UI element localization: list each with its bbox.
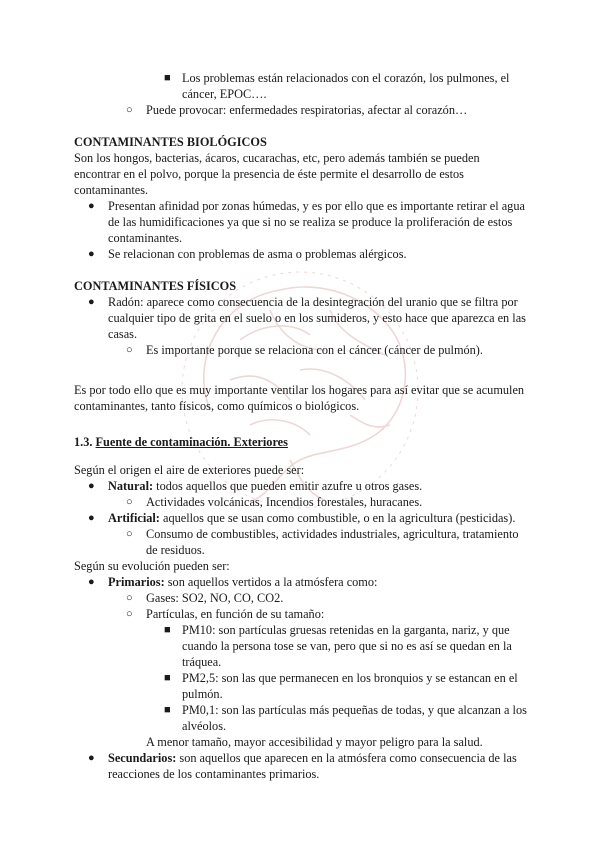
circle-bullet-icon: ○ — [126, 344, 133, 356]
section-title: Fuente de contaminación. Exteriores — [95, 435, 288, 449]
circle-bullet-icon: ○ — [126, 528, 133, 540]
list-item — [74, 294, 529, 342]
term-artificial-desc: aquellos que se usan como combustible, o en la agricultura (pesticidas). — [159, 511, 516, 525]
list-item-text: Radón: aparece como consecuencia de la desintegración del uranio que se filtra por cualquier tipo de grita en el suelo o en los sumideros, y esto hace que aparezca en las casas. — [108, 295, 526, 341]
square-bullet-icon: ■ — [164, 704, 171, 716]
term-artificial: Artificial: — [108, 511, 160, 525]
square-bullet-icon: ■ — [164, 672, 171, 684]
square-bullet-icon: ■ — [164, 72, 171, 84]
circle-bullet-icon: ○ — [126, 104, 133, 116]
paragraph-menor-tamano: A menor tamaño, mayor accesibilidad y mayor peligro para la salud. — [146, 735, 483, 749]
term-secundarios: Secundarios: — [108, 751, 177, 765]
disc-bullet-icon: ● — [88, 576, 95, 588]
section-heading-fuente-contaminacion — [74, 434, 529, 450]
list-item-text: Se relacionan con problemas de asma o problemas alérgicos. — [108, 247, 407, 261]
term-primarios-desc: son aquellos vertidos a la atmósfera como: — [164, 575, 378, 589]
paragraph-evolucion-intro: Según su evolución pueden ser: — [74, 559, 230, 573]
disc-bullet-icon: ● — [88, 248, 95, 260]
square-bullet-icon: ■ — [164, 624, 171, 636]
document-page — [74, 70, 529, 782]
paragraph-biologicos-intro: Son los hongos, bacterias, ácaros, cucarachas, etc, pero además también se pueden encontrar en el polvo, porque la presencia de éste permite el desarrollo de estos contaminantes. — [74, 151, 480, 197]
list-item — [74, 622, 529, 670]
list-item-text: Los problemas están relacionados con el corazón, los pulmones, el cáncer, EPOC…. — [182, 71, 510, 101]
disc-bullet-icon: ● — [88, 480, 95, 492]
list-item — [74, 574, 529, 590]
list-item — [74, 494, 529, 510]
list-item — [74, 606, 529, 622]
list-item-text: PM10: son partículas gruesas retenidas en la garganta, nariz, y que cuando la persona tose se van, pero que si no es así se quedan en la tráquea. — [182, 623, 512, 669]
circle-bullet-icon: ○ — [126, 496, 133, 508]
list-item-text: Consumo de combustibles, actividades industriales, agricultura, tratamiento de residuos. — [146, 527, 519, 557]
section-number: 1.3. — [74, 435, 93, 449]
list-item-text: Presentan afinidad por zonas húmedas, y es por ello que es importante retirar el agua de las humidificaciones ya que si no se realiza se produce la proliferación de estos contaminantes. — [108, 199, 525, 245]
list-item — [74, 478, 529, 494]
list-item — [74, 590, 529, 606]
list-item-text — [108, 478, 529, 494]
list-item-text: Puede provocar: enfermedades respiratorias, afectar al corazón… — [146, 103, 468, 117]
list-item-text: Es importante porque se relaciona con el cáncer (cáncer de pulmón). — [146, 343, 483, 357]
paragraph-conclusion: Es por todo ello que es muy importante ventilar los hogares para así evitar que se acumulen contaminantes, tanto físicos, como químicos o biológicos. — [74, 383, 525, 413]
circle-bullet-icon: ○ — [126, 608, 133, 620]
paragraph-origen-intro: Según el origen el aire de exteriores puede ser: — [74, 463, 305, 477]
list-item — [74, 526, 529, 558]
list-item — [74, 246, 529, 262]
heading-contaminantes-fisicos: CONTAMINANTES FÍSICOS — [74, 279, 237, 293]
term-natural-desc: todos aquellos que pueden emitir azufre u otros gases. — [153, 479, 423, 493]
heading-contaminantes-biologicos: CONTAMINANTES BIOLÓGICOS — [74, 135, 267, 149]
term-primarios: Primarios: — [108, 575, 165, 589]
disc-bullet-icon: ● — [88, 200, 95, 212]
list-item-text — [108, 750, 529, 782]
list-item — [74, 342, 529, 358]
disc-bullet-icon: ● — [88, 512, 95, 524]
list-item — [74, 750, 529, 782]
list-item — [74, 702, 529, 734]
list-item-text: Partículas, en función de su tamaño: — [146, 607, 325, 621]
list-item-text — [108, 574, 529, 590]
list-item — [74, 198, 529, 246]
term-secundarios-desc: son aquellos que aparecen en la atmósfera como consecuencia de las reacciones de los contaminantes primarios. — [108, 751, 517, 781]
list-item-text: Actividades volcánicas, Incendios forestales, huracanes. — [146, 495, 423, 509]
term-natural: Natural: — [108, 479, 154, 493]
list-item — [74, 510, 529, 526]
list-item — [74, 102, 529, 118]
disc-bullet-icon: ● — [88, 752, 95, 764]
list-item — [74, 670, 529, 702]
circle-bullet-icon: ○ — [126, 592, 133, 604]
list-item-text: PM0,1: son las partículas más pequeñas de todas, y que alcanzan a los alvéolos. — [182, 703, 527, 733]
list-item-text — [108, 510, 529, 526]
list-item-text: PM2,5: son las que permanecen en los bronquios y se estancan en el pulmón. — [182, 671, 518, 701]
list-item — [74, 70, 529, 102]
list-item-text: Gases: SO2, NO, CO, CO2. — [146, 591, 284, 605]
disc-bullet-icon: ● — [88, 296, 95, 308]
